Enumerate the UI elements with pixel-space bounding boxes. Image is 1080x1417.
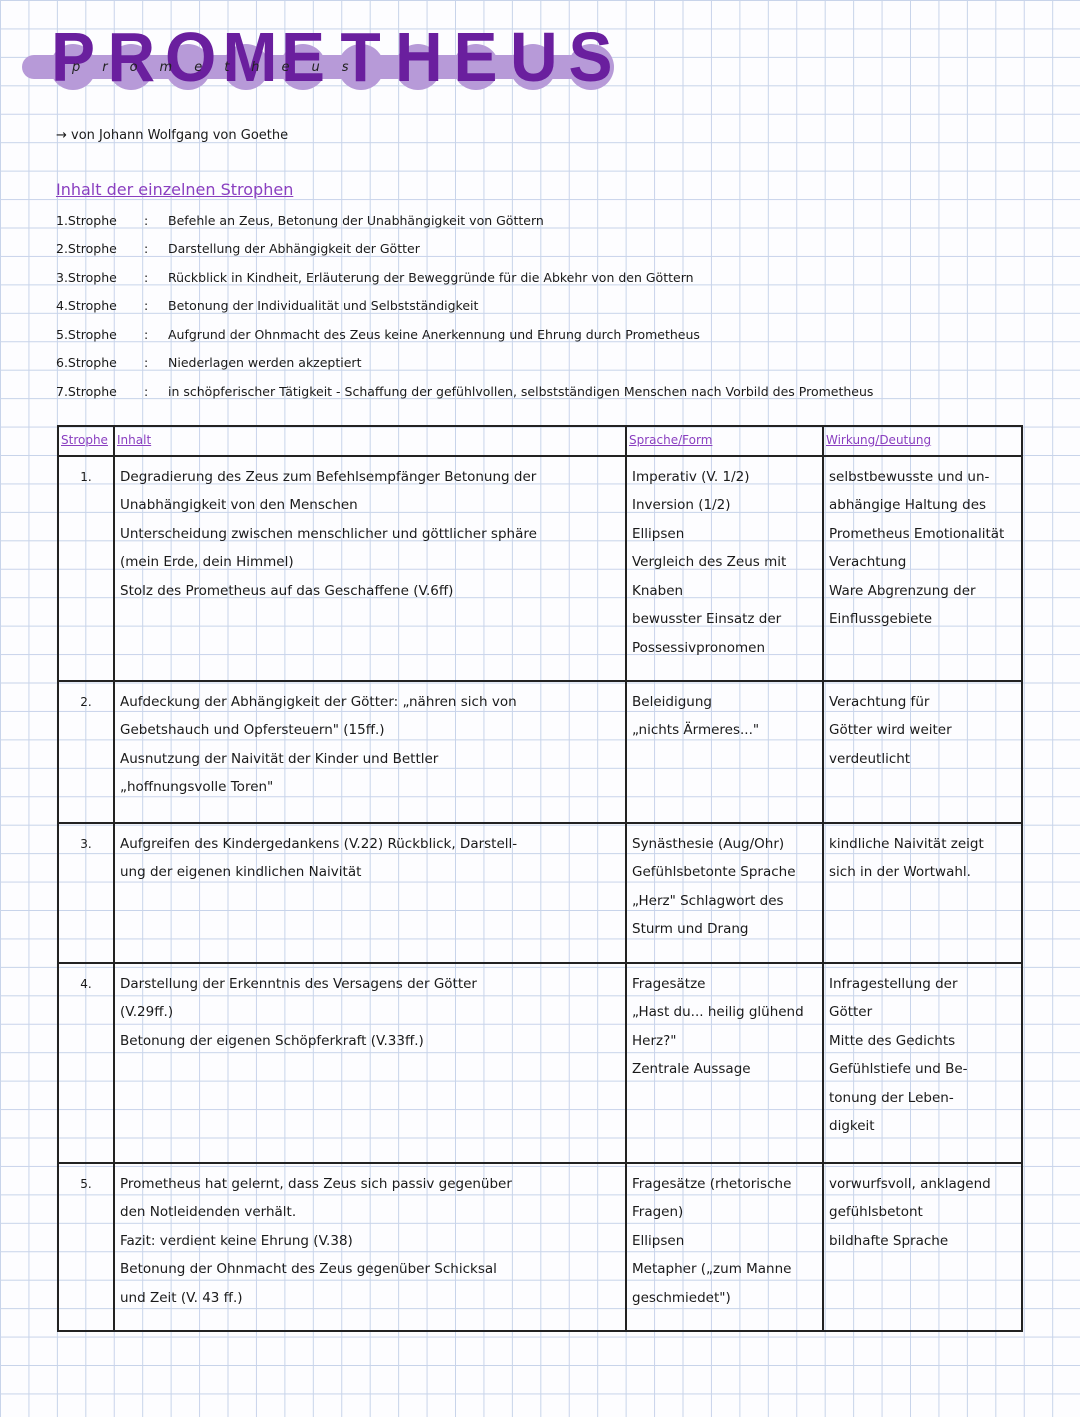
cell-line: kindliche Naivität zeigt (829, 836, 984, 852)
strophe-number: 3. (58, 823, 114, 963)
strophe-summary-item (56, 264, 873, 292)
cell-line: Herz?" (632, 1032, 677, 1049)
title-script: prometheus (72, 60, 371, 75)
cell-line: selbstbewusste und un- (829, 469, 990, 485)
cell-line: Verachtung für (829, 694, 930, 710)
cell-line: Knaben (632, 582, 684, 599)
cell-line: den Notleidenden verhält. (120, 1204, 297, 1221)
cell-line: Ellipsen (632, 525, 685, 542)
sprache-cell (626, 1163, 823, 1331)
cell-line: sich in der Wortwahl. (829, 864, 971, 881)
cell-line: Zentrale Aussage (632, 1061, 751, 1078)
title-letter: O (165, 18, 217, 96)
title-letter: E (280, 18, 326, 96)
cell-line: Vergleich des Zeus mit (632, 554, 787, 571)
title-letter: M (222, 18, 278, 96)
header-wirkung: Wirkung/Deutung (823, 426, 1022, 456)
cell-line: Mitte des Gedichts (829, 1032, 956, 1049)
separator: : (144, 213, 149, 228)
header-sprache: Sprache/Form (626, 426, 823, 456)
cell-line: Verachtung (829, 554, 907, 571)
title-letter: P (50, 18, 96, 96)
strophe-label: 6.Strophe (56, 355, 117, 371)
header-inhalt: Inhalt (114, 426, 626, 456)
title-letter: E (453, 18, 498, 96)
strophe-number: 4. (58, 963, 114, 1163)
strophe-text: Rückblick in Kindheit, Erläuterung der Beweggründe für die Abkehr von den Göttern (168, 269, 694, 285)
strophe-summary-item (56, 207, 873, 235)
header-strophe: Strophe (58, 426, 114, 456)
strophe-text: Darstellung der Abhängigkeit der Götter (168, 241, 420, 257)
strophe-label: 2.Strophe (56, 241, 117, 257)
separator: : (144, 298, 149, 314)
cell-line: Gefühlstiefe und Be- (829, 1061, 968, 1078)
cell-line: Inversion (1/2) (632, 497, 731, 514)
cell-line: Unterscheidung zwischen menschlicher und göttlicher sphäre (120, 525, 537, 542)
strophe-summary-item (56, 292, 873, 320)
table-row (58, 456, 1022, 681)
strophe-text: Aufgrund der Ohnmacht des Zeus keine Anerkennung und Ehrung durch Prometheus (168, 326, 700, 342)
cell-line: Betonung der Ohnmacht des Zeus gegenüber Schicksal (120, 1261, 497, 1278)
cell-line: Possessivpronomen (632, 639, 766, 656)
strophe-summary-item (56, 349, 873, 377)
analysis-table (57, 425, 1023, 1332)
strophe-text: Betonung der Individualität und Selbstständigkeit (168, 298, 479, 314)
cell-line: Gefühlsbetonte Sprache (632, 864, 796, 881)
title-letter: S (568, 18, 613, 96)
cell-line: abhängige Haltung des (829, 497, 987, 514)
cell-line: Betonung der eigenen Schöpferkraft (V.33ff.) (120, 1032, 424, 1049)
cell-line: „Herz" Schlagwort des (632, 892, 784, 909)
strophe-text: Befehle an Zeus, Betonung der Unabhängigkeit von Göttern (168, 213, 544, 228)
inhalt-cell (114, 681, 626, 823)
strophe-summary-item (56, 378, 873, 406)
strophe-text: in schöpferischer Tätigkeit - Schaffung der gefühlvollen, selbstständigen Menschen nach Vorbild des Prometheus (168, 383, 874, 399)
cell-line: digkeit (829, 1118, 875, 1135)
separator: : (144, 355, 149, 371)
table-row (58, 1163, 1022, 1331)
inhalt-cell (114, 963, 626, 1163)
cell-line: verdeutlicht (829, 750, 911, 767)
wirkung-cell (823, 681, 1022, 823)
inhalt-cell (114, 823, 626, 963)
inhalt-cell (114, 1163, 626, 1331)
strophe-label: 1.Strophe (56, 213, 117, 228)
cell-line: Ausnutzung der Naivität der Kinder und Bettler (120, 750, 439, 767)
strophe-label: 5.Strophe (56, 326, 117, 342)
cell-line: Stolz des Prometheus auf das Geschaffene (V.6ff) (120, 582, 454, 599)
title-letter: T (340, 18, 381, 96)
table-row (58, 823, 1022, 963)
cell-line: Unabhängigkeit von den Menschen (120, 497, 358, 514)
strophe-label: 3.Strophe (56, 269, 117, 285)
inhalt-cell (114, 456, 626, 681)
strophe-summary-list (56, 207, 873, 406)
strophe-number: 5. (58, 1163, 114, 1331)
cell-line: Götter (829, 1004, 873, 1021)
cell-line: Aufdeckung der Abhängigkeit der Götter: „nähren sich von (120, 694, 517, 710)
title-letter: H (395, 18, 443, 96)
wirkung-cell (823, 456, 1022, 681)
cell-line: Prometheus Emotionalität (829, 525, 1005, 542)
strophe-summary-item (56, 321, 873, 349)
summary-heading: Inhalt der einzelnen Strophen (56, 180, 294, 199)
cell-line: Fragesätze (632, 976, 706, 992)
cell-line: Metapher („zum Manne (632, 1261, 792, 1278)
separator: : (144, 269, 149, 285)
cell-line: Ware Abgrenzung der (829, 582, 976, 599)
separator: : (144, 241, 149, 257)
sprache-cell (626, 681, 823, 823)
cell-line: (mein Erde, dein Himmel) (120, 554, 294, 571)
cell-line: Fazit: verdient keine Ehrung (V.38) (120, 1232, 353, 1249)
cell-line: ung der eigenen kindlichen Naivität (120, 864, 362, 881)
strophe-summary-item (56, 235, 873, 263)
cell-line: Fragesätze (rhetorische (632, 1176, 792, 1192)
strophe-label: 4.Strophe (56, 298, 117, 314)
cell-line: „nichts Ärmeres..." (632, 722, 760, 739)
separator: : (144, 383, 149, 399)
cell-line: Synästhesie (Aug/Ohr) (632, 836, 785, 852)
cell-line: vorwurfsvoll, anklagend (829, 1176, 991, 1192)
page-title (22, 18, 613, 96)
cell-line: Götter wird weiter (829, 722, 952, 739)
title-letter: R (107, 18, 156, 96)
strophe-text: Niederlagen werden akzeptiert (168, 355, 362, 371)
cell-line: bewusster Einsatz der (632, 611, 782, 628)
cell-line: Einflussgebiete (829, 611, 933, 628)
cell-line: gefühlsbetont (829, 1204, 923, 1221)
cell-line: „Hast du... heilig glühend (632, 1004, 804, 1021)
cell-line: Infragestellung der (829, 976, 958, 992)
wirkung-cell (823, 963, 1022, 1163)
sprache-cell (626, 823, 823, 963)
cell-line: (V.29ff.) (120, 1004, 174, 1021)
wirkung-cell (823, 1163, 1022, 1331)
cell-line: Darstellung der Erkenntnis des Versagens der Götter (120, 976, 477, 992)
cell-line: und Zeit (V. 43 ff.) (120, 1289, 243, 1306)
cell-line: Sturm und Drang (632, 921, 749, 938)
author-line: → von Johann Wolfgang von Goethe (56, 128, 289, 143)
cell-line: tonung der Leben- (829, 1089, 954, 1106)
sprache-cell (626, 456, 823, 681)
strophe-number: 2. (58, 681, 114, 823)
cell-line: geschmiedet") (632, 1289, 731, 1306)
table-row (58, 963, 1022, 1163)
cell-line: Prometheus hat gelernt, dass Zeus sich passiv gegenüber (120, 1176, 512, 1192)
cell-line: Degradierung des Zeus zum Befehlsempfänger Betonung der (120, 469, 537, 485)
cell-line: Fragen) (632, 1204, 684, 1221)
title-letter: U (510, 18, 558, 96)
separator: : (144, 326, 149, 342)
cell-line: Imperativ (V. 1/2) (632, 469, 750, 485)
strophe-number: 1. (58, 456, 114, 681)
cell-line: „hoffnungsvolle Toren" (120, 779, 274, 796)
wirkung-cell (823, 823, 1022, 963)
sprache-cell (626, 963, 823, 1163)
cell-line: Gebetshauch und Opfersteuern" (15ff.) (120, 722, 385, 739)
cell-line: Aufgreifen des Kindergedankens (V.22) Rückblick, Darstell- (120, 836, 518, 852)
cell-line: Ellipsen (632, 1232, 685, 1249)
strophe-label: 7.Strophe (56, 383, 117, 399)
cell-line: bildhafte Sprache (829, 1232, 949, 1249)
table-row (58, 681, 1022, 823)
cell-line: Beleidigung (632, 694, 712, 710)
